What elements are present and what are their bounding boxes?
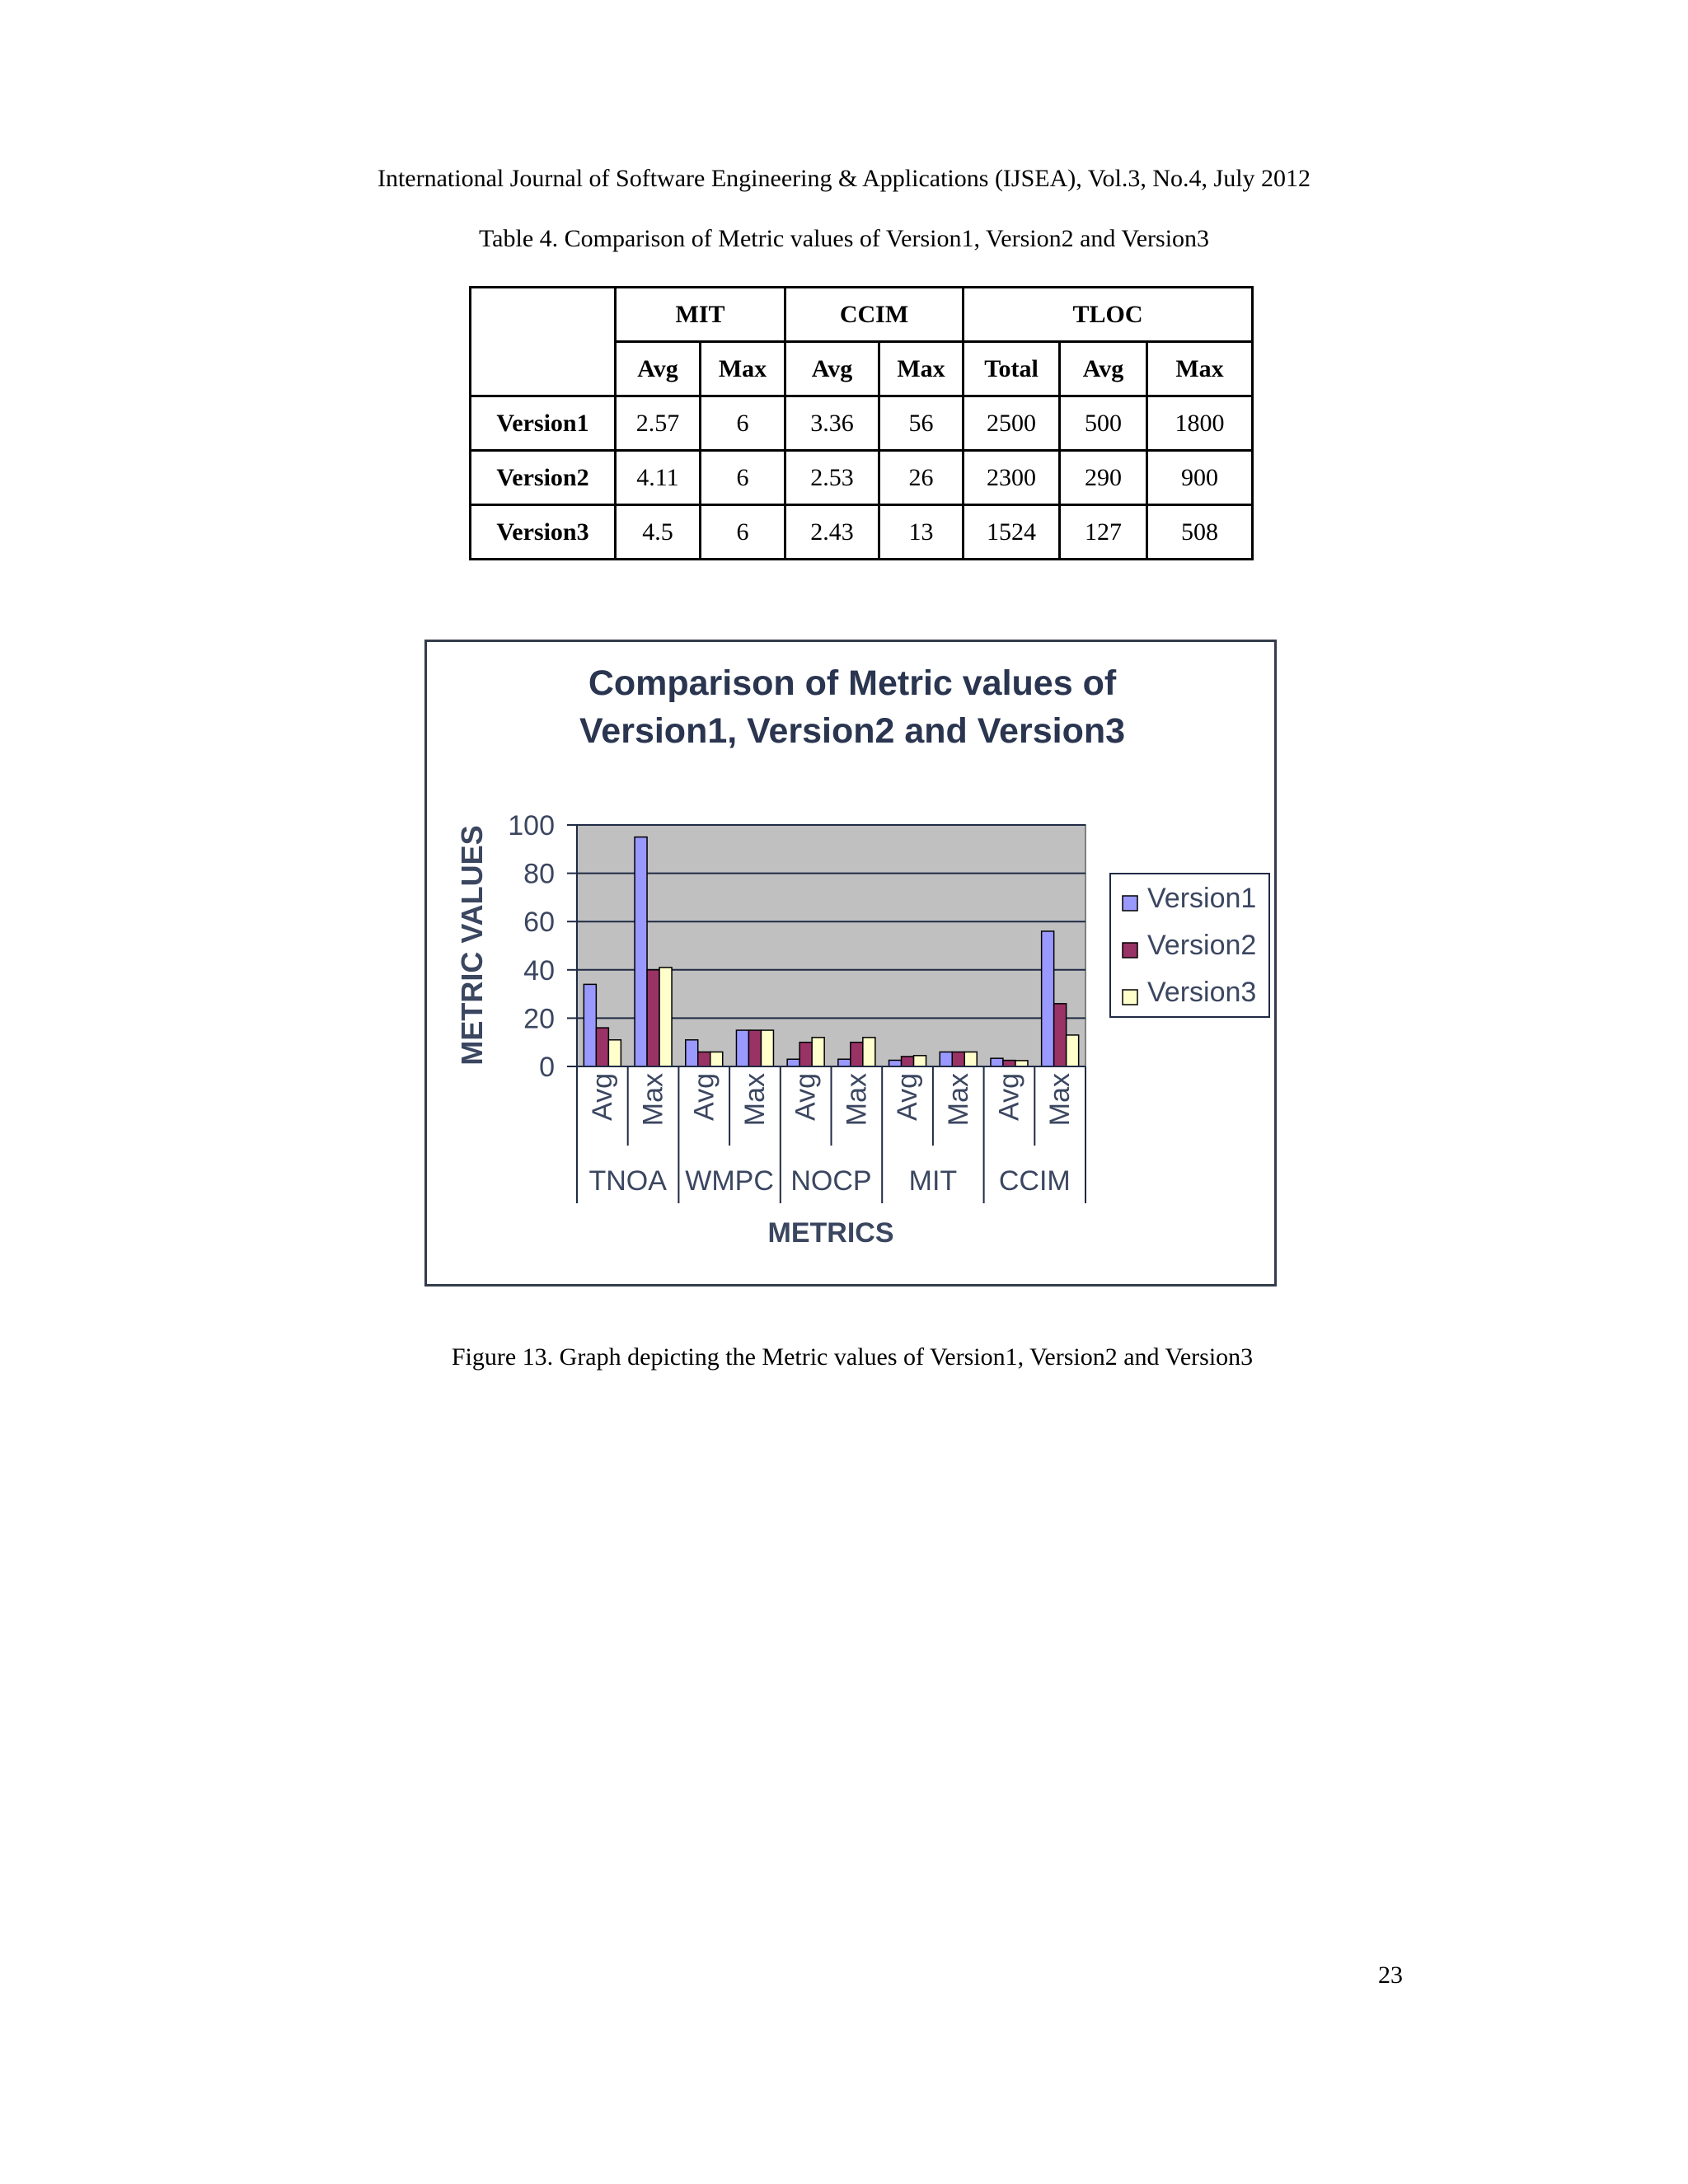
table-cell: 56 (879, 396, 964, 451)
x-group-label: WMPC (685, 1165, 774, 1197)
bar-version2 (748, 1030, 761, 1066)
table-cell: 2300 (964, 451, 1060, 505)
bar-version1 (736, 1030, 748, 1066)
bar-version2 (596, 1028, 608, 1066)
bar-version3 (1067, 1035, 1079, 1066)
x-group-label: CCIM (998, 1165, 1071, 1197)
legend-label: Version2 (1147, 930, 1257, 961)
page-number: 23 (1378, 1961, 1403, 1989)
x-axis-title: METRICS (767, 1217, 894, 1249)
table-cell: 6 (701, 505, 785, 560)
table-cell: 2.53 (785, 451, 879, 505)
bar-version2 (851, 1043, 863, 1066)
legend-label: Version1 (1147, 883, 1257, 914)
bar-version3 (710, 1052, 723, 1066)
bar-version1 (787, 1059, 799, 1066)
bar-version2 (1054, 1004, 1067, 1066)
legend-swatch-version1 (1123, 896, 1137, 911)
table-cell: 1800 (1147, 396, 1253, 451)
bar-version1 (838, 1059, 851, 1066)
bar-version3 (659, 968, 672, 1066)
figure-caption: Figure 13. Graph depicting the Metric values of Version1, Version2 and Version3 (451, 1343, 1254, 1371)
bar-version3 (863, 1038, 875, 1066)
legend-swatch-version2 (1123, 943, 1137, 958)
table-subheader: Avg (785, 342, 879, 396)
table-cell: 4.11 (616, 451, 701, 505)
bar-version1 (940, 1052, 952, 1066)
y-tick-label: 40 (523, 954, 555, 987)
y-tick-label: 0 (539, 1052, 555, 1083)
chart-title-line: Version1, Version2 and Version3 (579, 711, 1126, 751)
journal-header: International Journal of Software Engineering & Applications (IJSEA), Vol.3, No.4, July 2012 (377, 165, 1311, 192)
table-cell: 508 (1147, 505, 1253, 560)
bar-version2 (799, 1043, 812, 1066)
table-cell: 127 (1060, 505, 1147, 560)
table-row-label: Version2 (471, 451, 616, 505)
table-cell: 290 (1060, 451, 1147, 505)
x-group-label: MIT (908, 1165, 958, 1197)
y-tick-label: 60 (523, 907, 555, 939)
bar-version1 (889, 1060, 902, 1066)
table-subheader: Max (701, 342, 785, 396)
bar-version2 (902, 1057, 914, 1066)
legend-label: Version3 (1147, 977, 1257, 1008)
table-row-label: Version1 (471, 396, 616, 451)
table-caption: Table 4. Comparison of Metric values of Version1, Version2 and Version3 (478, 225, 1210, 252)
table-cell: 26 (879, 451, 964, 505)
table-group-header: CCIM (785, 288, 964, 342)
x-category-label: Max (942, 1073, 974, 1127)
bar-version1 (1042, 931, 1054, 1066)
table-cell: 13 (879, 505, 964, 560)
x-category-label: Max (1044, 1073, 1076, 1127)
bar-version1 (584, 984, 596, 1066)
table-cell: 900 (1147, 451, 1253, 505)
x-group-label: TNOA (588, 1165, 667, 1197)
table-cell: 4.5 (616, 505, 701, 560)
table-row-label: Version3 (471, 505, 616, 560)
table-cell: 6 (701, 396, 785, 451)
y-tick-label: 100 (508, 810, 555, 841)
table-cell: 2500 (964, 396, 1060, 451)
x-category-label: Avg (993, 1073, 1025, 1121)
x-category-label: Avg (892, 1073, 924, 1121)
table-cell: 2.57 (616, 396, 701, 451)
bar-version2 (698, 1052, 710, 1066)
x-category-label: Max (841, 1073, 873, 1127)
table-group-header: MIT (616, 288, 785, 342)
x-category-label: Max (637, 1073, 669, 1127)
bar-version3 (608, 1040, 621, 1066)
bar-version1 (686, 1040, 698, 1066)
table-cell: 6 (701, 451, 785, 505)
bar-version1 (635, 837, 647, 1066)
table-subheader: Max (879, 342, 964, 396)
table-cell: 500 (1060, 396, 1147, 451)
table-subheader: Total (964, 342, 1060, 396)
bar-version3 (914, 1056, 926, 1066)
table-cell: 1524 (964, 505, 1060, 560)
bar-version3 (761, 1030, 773, 1066)
y-tick-label: 20 (523, 1003, 555, 1035)
x-category-label: Avg (688, 1073, 720, 1121)
bar-version2 (1003, 1061, 1015, 1066)
x-group-label: NOCP (790, 1165, 872, 1197)
bar-version3 (1015, 1061, 1028, 1066)
table-cell: 2.43 (785, 505, 879, 560)
bar-version3 (964, 1052, 977, 1066)
x-category-label: Max (738, 1073, 771, 1127)
y-axis-title: METRIC VALUES (455, 825, 489, 1066)
legend-swatch-version3 (1123, 990, 1137, 1005)
x-category-label: Avg (586, 1073, 618, 1121)
table-cell: 3.36 (785, 396, 879, 451)
table-subheader: Max (1147, 342, 1253, 396)
bar-version2 (952, 1052, 964, 1066)
chart-title-line: Comparison of Metric values of (588, 663, 1117, 703)
x-category-label: Avg (790, 1073, 822, 1121)
bar-version3 (812, 1038, 824, 1066)
table-subheader: Avg (616, 342, 701, 396)
table-group-header: TLOC (964, 288, 1253, 342)
bar-version1 (991, 1058, 1003, 1066)
bar-version2 (647, 970, 659, 1066)
y-tick-label: 80 (523, 858, 555, 890)
table-subheader: Avg (1060, 342, 1147, 396)
